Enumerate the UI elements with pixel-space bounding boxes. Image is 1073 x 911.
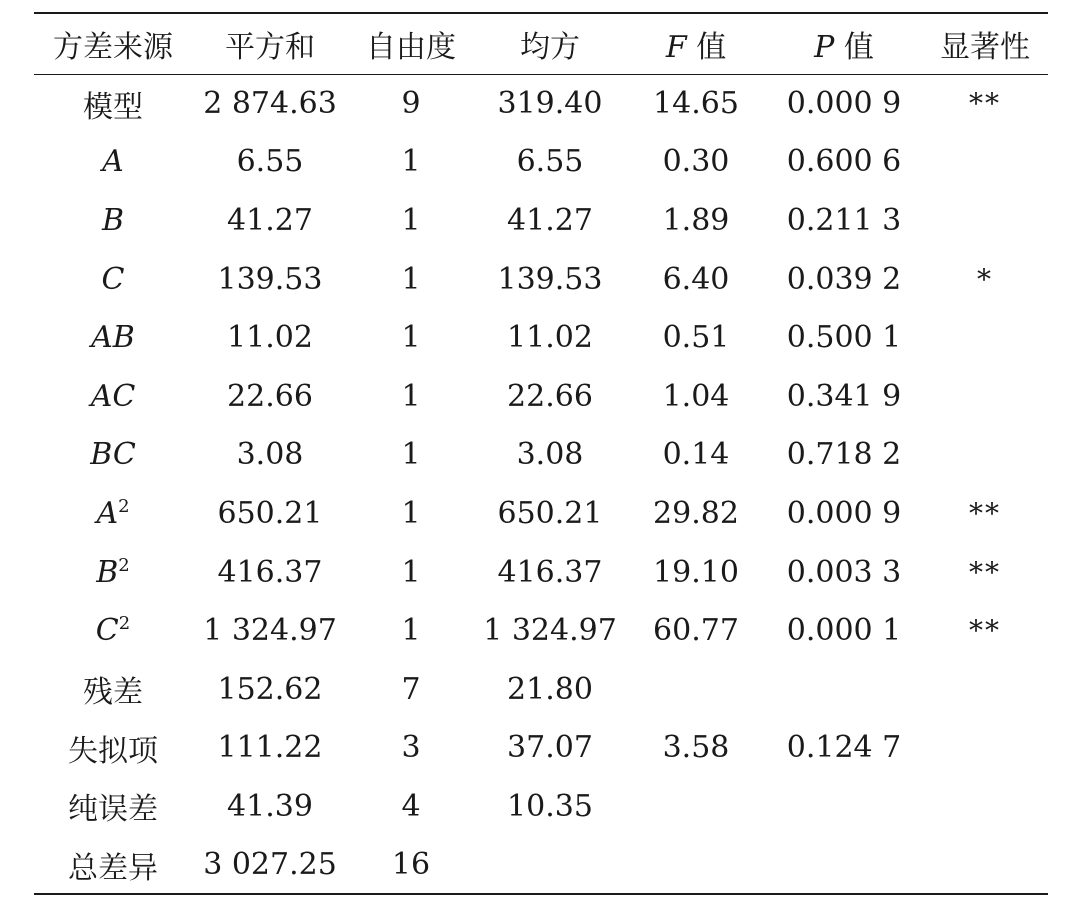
- cell-sum-of-squares: 6.55: [236, 144, 304, 180]
- header-significance: 显著性: [922, 13, 1048, 74]
- cell-p-value: 0.000 1: [786, 613, 902, 649]
- cell-significance: **: [969, 614, 1001, 648]
- cell-source: 纯误差: [68, 792, 158, 828]
- cell-f-value: 60.77: [653, 613, 739, 649]
- anova-table: [34, 12, 1048, 895]
- cell-significance: **: [969, 87, 1001, 121]
- cell-sum-of-squares: 650.21: [217, 495, 323, 531]
- cell-mean-square: 3.08: [516, 437, 584, 473]
- cell-mean-square: 41.27: [507, 202, 593, 238]
- header-p-value: P 值: [766, 13, 922, 74]
- cell-sum-of-squares: 111.22: [217, 730, 323, 766]
- cell-f-value: 0.30: [662, 144, 730, 180]
- cell-sum-of-squares: 1 324.97: [203, 613, 337, 649]
- cell-significance: *: [977, 262, 993, 296]
- cell-mean-square: 650.21: [497, 495, 603, 531]
- cell-source: $A^2$: [96, 495, 130, 531]
- cell-significance: [922, 660, 1048, 719]
- table-row: [34, 484, 1048, 543]
- cell-significance: [922, 191, 1048, 250]
- cell-p-value: 0.000 9: [786, 86, 902, 122]
- cell-mean-square: 6.55: [516, 144, 584, 180]
- cell-degrees-of-freedom: 1: [401, 261, 421, 297]
- cell-degrees-of-freedom: 9: [401, 86, 421, 122]
- cell-source: AB: [91, 320, 135, 356]
- cell-mean-square: 10.35: [507, 788, 593, 824]
- cell-degrees-of-freedom: 1: [401, 320, 421, 356]
- table-row: [34, 191, 1048, 250]
- cell-significance: **: [969, 496, 1001, 530]
- cell-p-value: 0.600 6: [786, 144, 902, 180]
- cell-sum-of-squares: 41.39: [227, 788, 313, 824]
- cell-degrees-of-freedom: 4: [401, 788, 421, 824]
- table-row: [34, 543, 1048, 602]
- table-row: [34, 133, 1048, 192]
- cell-f-value: 1.04: [662, 378, 730, 414]
- cell-sum-of-squares: 416.37: [217, 554, 323, 590]
- table-row: [34, 250, 1048, 309]
- cell-mean-square: 11.02: [507, 320, 593, 356]
- cell-sum-of-squares: 2 874.63: [203, 86, 337, 122]
- cell-mean-square: 319.40: [497, 86, 603, 122]
- cell-f-value: [626, 836, 766, 895]
- cell-significance: [922, 777, 1048, 836]
- cell-source: AC: [90, 378, 136, 414]
- cell-degrees-of-freedom: 3: [401, 730, 421, 766]
- cell-f-value: 0.14: [662, 437, 730, 473]
- table-row: [34, 601, 1048, 660]
- cell-p-value: [766, 836, 922, 895]
- cell-mean-square: 416.37: [497, 554, 603, 590]
- cell-source: C: [101, 261, 125, 297]
- cell-source: 残差: [83, 675, 143, 711]
- table-row: [34, 836, 1048, 895]
- cell-f-value: [626, 777, 766, 836]
- cell-sum-of-squares: 11.02: [227, 320, 313, 356]
- cell-f-value: 14.65: [653, 86, 739, 122]
- cell-source: 模型: [83, 89, 143, 125]
- cell-sum-of-squares: 41.27: [227, 202, 313, 238]
- cell-mean-square: [474, 836, 626, 895]
- cell-degrees-of-freedom: 1: [401, 202, 421, 238]
- cell-significance: [922, 836, 1048, 895]
- superscript-exponent: 2: [118, 495, 130, 517]
- header-degrees-of-freedom: 自由度: [348, 13, 474, 74]
- cell-sum-of-squares: 139.53: [217, 261, 323, 297]
- header-sum-of-squares: 平方和: [192, 13, 348, 74]
- cell-source: $B^2$: [96, 554, 130, 590]
- cell-significance: [922, 426, 1048, 485]
- cell-p-value: 0.124 7: [786, 730, 902, 766]
- header-row: [34, 13, 1048, 74]
- cell-sum-of-squares: 3 027.25: [192, 836, 348, 895]
- superscript-exponent: 2: [118, 613, 131, 635]
- header-mean-square: 均方: [474, 13, 626, 74]
- cell-mean-square: 1 324.97: [483, 613, 617, 649]
- table-row: [34, 74, 1048, 133]
- cell-significance: **: [969, 555, 1001, 589]
- cell-degrees-of-freedom: 1: [401, 437, 421, 473]
- cell-mean-square: 22.66: [507, 378, 593, 414]
- cell-f-value: 19.10: [653, 554, 739, 590]
- cell-source: $C^2$: [95, 613, 131, 649]
- header-f-value: F 值: [626, 13, 766, 74]
- table-body: [34, 74, 1048, 894]
- table-row: [34, 367, 1048, 426]
- table-row: [34, 660, 1048, 719]
- cell-f-value: 6.40: [662, 261, 730, 297]
- cell-p-value: 0.211 3: [786, 202, 902, 238]
- cell-mean-square: 37.07: [507, 730, 593, 766]
- cell-f-value: 29.82: [653, 495, 739, 531]
- table-row: [34, 426, 1048, 485]
- cell-degrees-of-freedom: 1: [401, 144, 421, 180]
- table-row: [34, 308, 1048, 367]
- cell-significance: [922, 308, 1048, 367]
- cell-p-value: [766, 777, 922, 836]
- cell-p-value: 0.718 2: [786, 437, 902, 473]
- cell-degrees-of-freedom: 16: [348, 836, 474, 895]
- table-row: [34, 777, 1048, 836]
- cell-degrees-of-freedom: 1: [401, 495, 421, 531]
- cell-p-value: 0.500 1: [786, 320, 902, 356]
- cell-source: A: [102, 144, 124, 180]
- cell-sum-of-squares: 152.62: [217, 671, 323, 707]
- cell-sum-of-squares: 3.08: [236, 437, 304, 473]
- cell-source: BC: [90, 437, 136, 473]
- cell-degrees-of-freedom: 1: [401, 554, 421, 590]
- cell-f-value: 0.51: [662, 320, 730, 356]
- cell-p-value: 0.003 3: [786, 554, 902, 590]
- cell-mean-square: 21.80: [507, 671, 593, 707]
- cell-degrees-of-freedom: 1: [401, 378, 421, 414]
- cell-p-value: 0.000 9: [786, 495, 902, 531]
- cell-sum-of-squares: 22.66: [227, 378, 313, 414]
- cell-degrees-of-freedom: 7: [401, 671, 421, 707]
- cell-significance: [922, 719, 1048, 778]
- cell-source: 总差异: [34, 836, 192, 895]
- cell-f-value: [626, 660, 766, 719]
- cell-significance: [922, 133, 1048, 192]
- cell-p-value: [766, 660, 922, 719]
- cell-p-value: 0.039 2: [786, 261, 902, 297]
- superscript-exponent: 2: [118, 554, 130, 576]
- cell-p-value: 0.341 9: [786, 378, 902, 414]
- cell-degrees-of-freedom: 1: [401, 613, 421, 649]
- cell-mean-square: 139.53: [497, 261, 603, 297]
- cell-significance: [922, 367, 1048, 426]
- cell-f-value: 1.89: [662, 202, 730, 238]
- cell-f-value: 3.58: [662, 730, 730, 766]
- table-row: [34, 719, 1048, 778]
- header-source: 方差来源: [34, 13, 192, 74]
- cell-source: 失拟项: [68, 733, 158, 769]
- cell-source: B: [101, 202, 125, 238]
